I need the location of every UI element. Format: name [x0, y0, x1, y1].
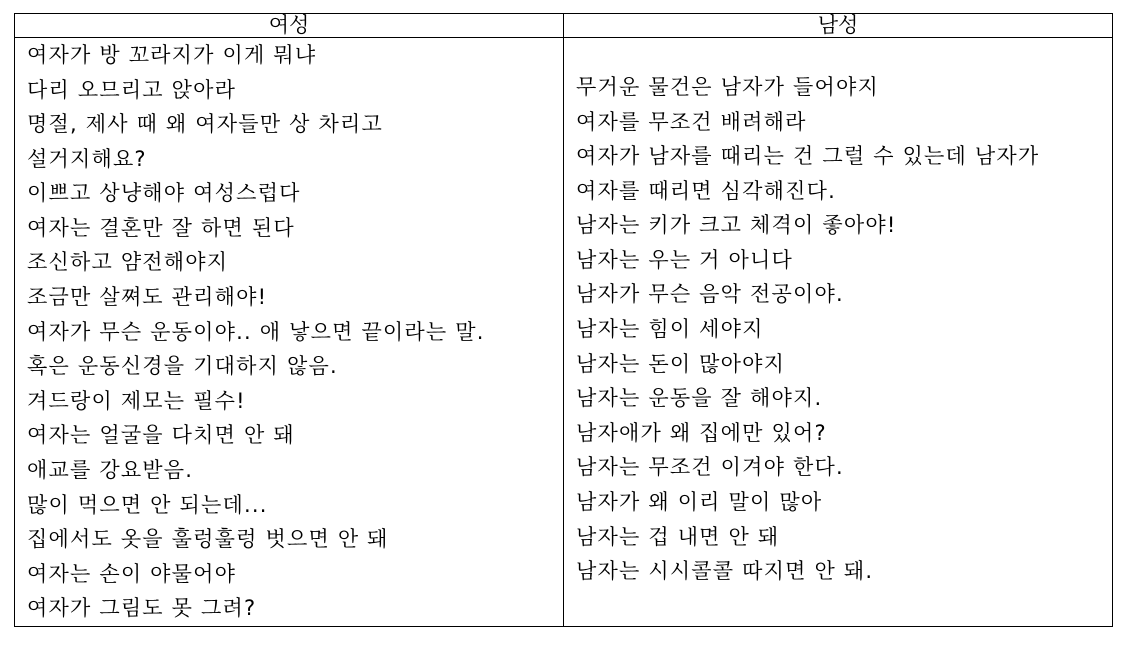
female-stereotype-line: 명절, 제사 때 왜 여자들만 상 차리고	[27, 112, 383, 137]
male-stereotype-line: 남자는 겁 내면 안 돼	[576, 524, 780, 549]
header-male: 남성	[817, 12, 859, 37]
female-stereotype-line: 설거지해요?	[27, 146, 147, 171]
male-stereotype-line: 남자가 무슨 음악 전공이야.	[576, 282, 844, 307]
male-stereotype-line: 여자를 무조건 배려해라	[576, 109, 807, 134]
header-female: 여성	[15, 14, 564, 37]
female-stereotype-line: 여자는 결혼만 잘 하면 된다	[27, 215, 295, 240]
female-stereotype-line: 이쁘고 상냥해야 여성스럽다	[27, 181, 301, 206]
male-stereotype-line: 무거운 물건은 남자가 들어야지	[576, 74, 879, 99]
female-stereotype-line: 여자가 그림도 못 그려?	[27, 596, 257, 621]
table-body-row	[15, 38, 1112, 626]
male-stereotype-line: 남자는 힘이 세야지	[576, 317, 764, 342]
female-stereotype-line: 여자가 방 꼬라지가 이게 뭐냐	[27, 42, 317, 67]
male-stereotype-line: 남자는 키가 크고 체격이 좋아야!	[576, 213, 897, 238]
male-stereotype-line: 여자를 때리면 심각해진다.	[576, 178, 836, 203]
female-stereotype-line: 혹은 운동신경을 기대하지 않음.	[27, 354, 338, 379]
male-stereotype-line: 남자는 시시콜콜 따지면 안 돼.	[576, 559, 874, 584]
male-lines	[576, 38, 1112, 589]
male-column	[564, 38, 1112, 626]
female-stereotype-line: 여자는 얼굴을 다치면 안 돼	[27, 423, 295, 448]
male-stereotype-line: 남자는 돈이 많아야지	[576, 351, 786, 376]
female-stereotype-line: 조신하고 얌전해야지	[27, 250, 229, 275]
male-stereotype-line: 남자가 왜 이리 말이 많아	[576, 490, 823, 515]
female-stereotype-line: 집에서도 옷을 훌렁훌렁 벗으면 안 돼	[27, 527, 389, 552]
female-stereotype-line: 다리 오므리고 앉아라	[27, 77, 237, 102]
female-stereotype-line: 여자가 무슨 운동이야.. 애 낳으면 끝이라는 말.	[27, 319, 485, 344]
comparison-table	[14, 13, 1113, 627]
female-lines	[27, 38, 563, 626]
female-stereotype-line: 겨드랑이 제모는 필수!	[27, 388, 246, 413]
male-stereotype-line: 남자는 우는 거 아니다	[576, 247, 793, 272]
table-header-row	[15, 14, 1112, 38]
male-stereotype-line: 여자가 남자를 때리는 건 그럴 수 있는데 남자가	[576, 144, 1040, 169]
female-stereotype-line: 많이 먹으면 안 되는데...	[27, 492, 268, 517]
female-stereotype-line: 애교를 강요받음.	[27, 458, 194, 483]
male-stereotype-line: 남자는 무조건 이겨야 한다.	[576, 455, 844, 480]
female-stereotype-line: 여자는 손이 야물어야	[27, 561, 237, 586]
male-stereotype-line: 남자는 운동을 잘 해야지.	[576, 386, 823, 411]
female-stereotype-line: 조금만 살쪄도 관리해야!	[27, 285, 268, 310]
female-column	[15, 38, 564, 626]
male-stereotype-line: 남자애가 왜 집에만 있어?	[576, 420, 827, 445]
